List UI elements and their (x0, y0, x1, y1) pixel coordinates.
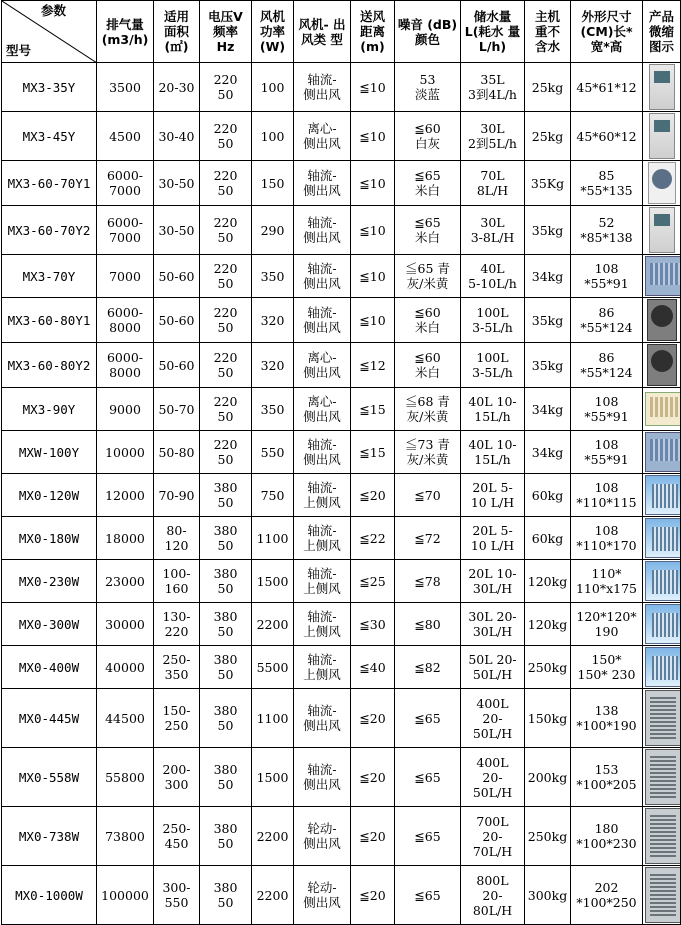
cooler-cream-icon (645, 392, 681, 426)
area-cell: 20-30 (154, 63, 200, 112)
column-header: 主机 重不 含水 (525, 1, 571, 63)
table-row (2, 807, 681, 866)
distance-cell: ≦10 (351, 255, 395, 298)
product-image-cell (643, 866, 681, 925)
noise-color-cell: ≦65 青 灰/米黄 (395, 255, 461, 298)
power-cell: 2200 (252, 807, 294, 866)
model-cell: MX3-35Y (2, 63, 97, 112)
area-cell: 130- 220 (154, 603, 200, 646)
fan-type-cell: 轴流- 侧出风 (294, 298, 351, 343)
noise-color-cell: ≦73 青 灰/米黄 (395, 431, 461, 474)
cooler-grey-icon (645, 808, 681, 864)
water-cell: 30L 3-8L/H (461, 206, 525, 255)
table-row (2, 343, 681, 388)
airflow-cell: 30000 (97, 603, 154, 646)
column-header: 排气量 (m3/h) (97, 1, 154, 63)
column-header: 适用 面积 (㎡) (154, 1, 200, 63)
noise-color-cell: ≦60 米白 (395, 343, 461, 388)
power-cell: 1100 (252, 689, 294, 748)
noise-color-cell: ≦60 白灰 (395, 112, 461, 161)
model-cell: MXW-100Y (2, 431, 97, 474)
weight-cell: 34kg (525, 431, 571, 474)
voltage-cell: 380 50 (200, 603, 252, 646)
power-cell: 320 (252, 298, 294, 343)
fan-type-cell: 轴流- 上侧风 (294, 474, 351, 517)
area-cell: 250- 450 (154, 807, 200, 866)
power-cell: 320 (252, 343, 294, 388)
voltage-cell: 380 50 (200, 474, 252, 517)
model-cell: MX0-1000W (2, 866, 97, 925)
cooler-round-icon (648, 162, 676, 204)
area-cell: 50-60 (154, 255, 200, 298)
airflow-cell: 6000- 8000 (97, 343, 154, 388)
airflow-cell: 12000 (97, 474, 154, 517)
weight-cell: 35kg (525, 298, 571, 343)
power-cell: 150 (252, 161, 294, 206)
size-cell: 110* 110*x175 (571, 560, 643, 603)
column-header: 产品 微缩 图示 (643, 1, 681, 63)
fan-type-cell: 离心- 侧出风 (294, 112, 351, 161)
fan-type-cell: 轴流- 侧出风 (294, 431, 351, 474)
power-cell: 290 (252, 206, 294, 255)
distance-cell: ≦40 (351, 646, 395, 689)
table-row (2, 474, 681, 517)
table-row (2, 161, 681, 206)
airflow-cell: 44500 (97, 689, 154, 748)
distance-cell: ≦22 (351, 517, 395, 560)
model-label: 型号 (6, 43, 32, 58)
weight-cell: 150kg (525, 689, 571, 748)
area-cell: 200- 300 (154, 748, 200, 807)
voltage-cell: 220 50 (200, 343, 252, 388)
cooler-white-icon (649, 113, 675, 159)
airflow-cell: 100000 (97, 866, 154, 925)
distance-cell: ≦10 (351, 206, 395, 255)
model-cell: MX0-180W (2, 517, 97, 560)
weight-cell: 60kg (525, 474, 571, 517)
size-cell: 150* 150* 230 (571, 646, 643, 689)
size-cell: 180 *100*230 (571, 807, 643, 866)
cooler-grey-icon (645, 867, 681, 923)
cooler-white-icon (649, 64, 675, 110)
model-cell: MX3-45Y (2, 112, 97, 161)
noise-color-cell: ≦82 (395, 646, 461, 689)
voltage-cell: 220 50 (200, 206, 252, 255)
water-cell: 40L 5-10L/h (461, 255, 525, 298)
size-cell: 86 *55*124 (571, 343, 643, 388)
voltage-cell: 220 50 (200, 255, 252, 298)
weight-cell: 25kg (525, 63, 571, 112)
product-image-cell (643, 807, 681, 866)
weight-cell: 35kg (525, 206, 571, 255)
model-cell: MX3-60-70Y2 (2, 206, 97, 255)
area-cell: 30-50 (154, 161, 200, 206)
water-cell: 30L 20- 30L/H (461, 603, 525, 646)
table-row (2, 689, 681, 748)
fan-type-cell: 轴流- 侧出风 (294, 206, 351, 255)
product-image-cell (643, 689, 681, 748)
noise-color-cell: ≦65 (395, 689, 461, 748)
cooler-sky-icon (645, 647, 681, 687)
size-cell: 153 *100*205 (571, 748, 643, 807)
size-cell: 86 *55*124 (571, 298, 643, 343)
distance-cell: ≦30 (351, 603, 395, 646)
airflow-cell: 18000 (97, 517, 154, 560)
noise-color-cell: ≦70 (395, 474, 461, 517)
power-cell: 100 (252, 112, 294, 161)
weight-cell: 250kg (525, 646, 571, 689)
column-header: 外形尺寸 (CM)长* 宽*高 (571, 1, 643, 63)
table-row (2, 560, 681, 603)
noise-color-cell: ≦78 (395, 560, 461, 603)
column-header: 风机- 出风类 型 (294, 1, 351, 63)
water-cell: 40L 10- 15L/h (461, 388, 525, 431)
voltage-cell: 380 50 (200, 646, 252, 689)
water-cell: 20L 5- 10 L/H (461, 517, 525, 560)
weight-cell: 120kg (525, 603, 571, 646)
distance-cell: ≦15 (351, 388, 395, 431)
water-cell: 400L 20- 50L/H (461, 748, 525, 807)
fan-type-cell: 离心- 侧出风 (294, 343, 351, 388)
fan-type-cell: 轮动- 侧出风 (294, 807, 351, 866)
fan-type-cell: 轴流- 侧出风 (294, 255, 351, 298)
table-row (2, 748, 681, 807)
product-image-cell (643, 112, 681, 161)
area-cell: 50-60 (154, 298, 200, 343)
water-cell: 100L 3-5L/h (461, 343, 525, 388)
model-cell: MX3-60-80Y2 (2, 343, 97, 388)
area-cell: 150- 250 (154, 689, 200, 748)
area-cell: 100- 160 (154, 560, 200, 603)
model-cell: MX3-60-80Y1 (2, 298, 97, 343)
model-cell: MX0-120W (2, 474, 97, 517)
table-row (2, 63, 681, 112)
header-row (2, 1, 681, 63)
cooler-sky-icon (645, 475, 681, 515)
distance-cell: ≦20 (351, 807, 395, 866)
airflow-cell: 40000 (97, 646, 154, 689)
area-cell: 30-40 (154, 112, 200, 161)
noise-color-cell: ≦65 米白 (395, 206, 461, 255)
water-cell: 30L 2到5L/h (461, 112, 525, 161)
fan-type-cell: 轴流- 上侧风 (294, 517, 351, 560)
distance-cell: ≦10 (351, 161, 395, 206)
size-cell: 45*61*12 (571, 63, 643, 112)
model-cell: MX0-738W (2, 807, 97, 866)
weight-cell: 300kg (525, 866, 571, 925)
product-image-cell (643, 474, 681, 517)
voltage-cell: 220 50 (200, 298, 252, 343)
cooler-white-icon (649, 207, 675, 253)
size-cell: 108 *55*91 (571, 255, 643, 298)
product-image-cell (643, 517, 681, 560)
column-header: 储水量 L(耗水 量L/h) (461, 1, 525, 63)
cooler-sky-icon (645, 604, 681, 644)
area-cell: 300- 550 (154, 866, 200, 925)
distance-cell: ≦20 (351, 866, 395, 925)
power-cell: 1100 (252, 517, 294, 560)
distance-cell: ≦20 (351, 748, 395, 807)
voltage-cell: 380 50 (200, 689, 252, 748)
cooler-grey-icon (645, 749, 681, 805)
area-cell: 50-70 (154, 388, 200, 431)
weight-cell: 35kg (525, 343, 571, 388)
airflow-cell: 3500 (97, 63, 154, 112)
voltage-cell: 380 50 (200, 807, 252, 866)
size-cell: 108 *55*91 (571, 388, 643, 431)
area-cell: 50-80 (154, 431, 200, 474)
distance-cell: ≦10 (351, 112, 395, 161)
product-image-cell (643, 560, 681, 603)
product-image-cell (643, 63, 681, 112)
weight-cell: 25kg (525, 112, 571, 161)
cooler-sky-icon (645, 561, 681, 601)
header-corner (2, 1, 97, 63)
weight-cell: 200kg (525, 748, 571, 807)
power-cell: 750 (252, 474, 294, 517)
weight-cell: 60kg (525, 517, 571, 560)
distance-cell: ≦15 (351, 431, 395, 474)
cooler-sky-icon (645, 518, 681, 558)
model-cell: MX0-300W (2, 603, 97, 646)
weight-cell: 120kg (525, 560, 571, 603)
power-cell: 350 (252, 255, 294, 298)
param-label: 参数 (40, 3, 66, 18)
size-cell: 108 *55*91 (571, 431, 643, 474)
noise-color-cell: ≦65 米白 (395, 161, 461, 206)
water-cell: 70L 8L/H (461, 161, 525, 206)
product-image-cell (643, 206, 681, 255)
voltage-cell: 220 50 (200, 161, 252, 206)
product-image-cell (643, 603, 681, 646)
table-row (2, 866, 681, 925)
distance-cell: ≦12 (351, 343, 395, 388)
voltage-cell: 220 50 (200, 431, 252, 474)
area-cell: 80- 120 (154, 517, 200, 560)
area-cell: 70-90 (154, 474, 200, 517)
cooler-blue-icon (645, 256, 681, 296)
spec-table (1, 0, 681, 925)
product-image-cell (643, 748, 681, 807)
table-row (2, 388, 681, 431)
table-row (2, 255, 681, 298)
power-cell: 2200 (252, 866, 294, 925)
table-row (2, 298, 681, 343)
airflow-cell: 23000 (97, 560, 154, 603)
voltage-cell: 380 50 (200, 866, 252, 925)
voltage-cell: 220 50 (200, 63, 252, 112)
fan-type-cell: 离心- 侧出风 (294, 388, 351, 431)
distance-cell: ≦10 (351, 63, 395, 112)
column-header: 噪音 (dB) 颜色 (395, 1, 461, 63)
cooler-dark-icon (647, 344, 677, 386)
distance-cell: ≦20 (351, 474, 395, 517)
noise-color-cell: ≦68 青 灰/米黄 (395, 388, 461, 431)
model-cell: MX0-400W (2, 646, 97, 689)
water-cell: 700L 20- 70L/H (461, 807, 525, 866)
area-cell: 50-60 (154, 343, 200, 388)
size-cell: 85 *55*135 (571, 161, 643, 206)
size-cell: 120*120* 190 (571, 603, 643, 646)
product-image-cell (643, 161, 681, 206)
voltage-cell: 220 50 (200, 388, 252, 431)
size-cell: 202 *100*250 (571, 866, 643, 925)
water-cell: 800L 20- 80L/H (461, 866, 525, 925)
fan-type-cell: 轴流- 上侧风 (294, 603, 351, 646)
weight-cell: 34kg (525, 255, 571, 298)
fan-type-cell: 轴流- 上侧风 (294, 646, 351, 689)
airflow-cell: 6000- 8000 (97, 298, 154, 343)
size-cell: 108 *110*170 (571, 517, 643, 560)
airflow-cell: 6000- 7000 (97, 206, 154, 255)
voltage-cell: 380 50 (200, 560, 252, 603)
column-header: 电压V 频率 Hz (200, 1, 252, 63)
fan-type-cell: 轴流- 侧出风 (294, 63, 351, 112)
distance-cell: ≦20 (351, 689, 395, 748)
table-body (2, 63, 681, 925)
fan-type-cell: 轴流- 侧出风 (294, 748, 351, 807)
model-cell: MX3-90Y (2, 388, 97, 431)
table-row (2, 431, 681, 474)
water-cell: 50L 20- 50L/H (461, 646, 525, 689)
voltage-cell: 380 50 (200, 517, 252, 560)
weight-cell: 35Kg (525, 161, 571, 206)
product-image-cell (643, 298, 681, 343)
water-cell: 35L 3到4L/h (461, 63, 525, 112)
area-cell: 250- 350 (154, 646, 200, 689)
cooler-dark-icon (647, 299, 677, 341)
water-cell: 100L 3-5L/h (461, 298, 525, 343)
table-row (2, 112, 681, 161)
voltage-cell: 220 50 (200, 112, 252, 161)
product-image-cell (643, 646, 681, 689)
product-image-cell (643, 431, 681, 474)
noise-color-cell: 53 淡蓝 (395, 63, 461, 112)
noise-color-cell: ≦65 (395, 807, 461, 866)
table-row (2, 517, 681, 560)
size-cell: 108 *110*115 (571, 474, 643, 517)
noise-color-cell: ≦80 (395, 603, 461, 646)
table-row (2, 603, 681, 646)
product-image-cell (643, 388, 681, 431)
power-cell: 350 (252, 388, 294, 431)
model-cell: MX0-445W (2, 689, 97, 748)
noise-color-cell: ≦72 (395, 517, 461, 560)
noise-color-cell: ≦60 米白 (395, 298, 461, 343)
fan-type-cell: 轴流- 侧出风 (294, 689, 351, 748)
water-cell: 20L 5- 10 L/H (461, 474, 525, 517)
distance-cell: ≦10 (351, 298, 395, 343)
water-cell: 400L 20- 50L/H (461, 689, 525, 748)
noise-color-cell: ≦65 (395, 866, 461, 925)
airflow-cell: 10000 (97, 431, 154, 474)
model-cell: MX3-60-70Y1 (2, 161, 97, 206)
voltage-cell: 380 50 (200, 748, 252, 807)
fan-type-cell: 轴流- 上侧风 (294, 560, 351, 603)
airflow-cell: 4500 (97, 112, 154, 161)
size-cell: 45*60*12 (571, 112, 643, 161)
fan-type-cell: 轴流- 侧出风 (294, 161, 351, 206)
airflow-cell: 6000- 7000 (97, 161, 154, 206)
power-cell: 5500 (252, 646, 294, 689)
water-cell: 20L 10- 30L/H (461, 560, 525, 603)
table-row (2, 206, 681, 255)
area-cell: 30-50 (154, 206, 200, 255)
airflow-cell: 9000 (97, 388, 154, 431)
table-row (2, 646, 681, 689)
airflow-cell: 7000 (97, 255, 154, 298)
column-header: 送风 距离 (m) (351, 1, 395, 63)
power-cell: 550 (252, 431, 294, 474)
product-image-cell (643, 343, 681, 388)
distance-cell: ≦25 (351, 560, 395, 603)
size-cell: 138 *100*190 (571, 689, 643, 748)
cooler-grey-icon (645, 690, 681, 746)
power-cell: 2200 (252, 603, 294, 646)
fan-type-cell: 轮动- 侧出风 (294, 866, 351, 925)
product-image-cell (643, 255, 681, 298)
power-cell: 1500 (252, 560, 294, 603)
weight-cell: 250kg (525, 807, 571, 866)
model-cell: MX0-230W (2, 560, 97, 603)
column-header: 风机 功率 (W) (252, 1, 294, 63)
model-cell: MX3-70Y (2, 255, 97, 298)
weight-cell: 34kg (525, 388, 571, 431)
water-cell: 40L 10- 15L/h (461, 431, 525, 474)
model-cell: MX0-558W (2, 748, 97, 807)
power-cell: 100 (252, 63, 294, 112)
power-cell: 1500 (252, 748, 294, 807)
cooler-blue-icon (645, 432, 681, 472)
size-cell: 52 *85*138 (571, 206, 643, 255)
airflow-cell: 55800 (97, 748, 154, 807)
airflow-cell: 73800 (97, 807, 154, 866)
noise-color-cell: ≦65 (395, 748, 461, 807)
